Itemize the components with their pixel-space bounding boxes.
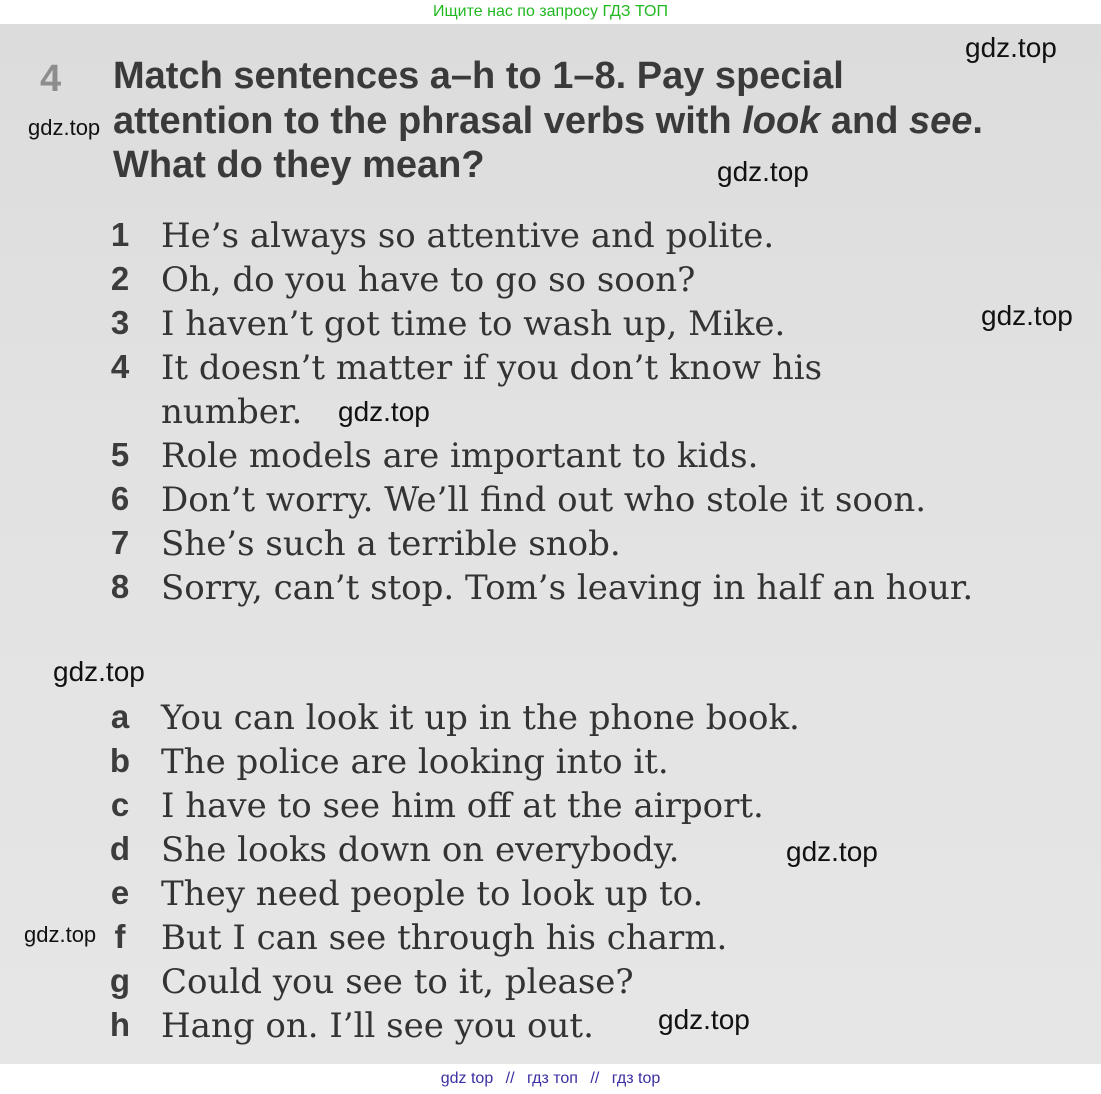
list-item [0, 784, 1101, 828]
watermark: gdz.top [717, 156, 809, 187]
item-number: 8 [110, 568, 130, 605]
item-number: 7 [110, 524, 130, 561]
watermark: gdz.top [338, 396, 430, 427]
item-number: 4 [110, 348, 130, 385]
item-text: Role models are important to kids. [161, 436, 759, 476]
item-text: I have to see him off at the airport. [161, 786, 764, 826]
instruction-keyword-look: look [742, 99, 821, 142]
footer-separator: // [505, 1070, 515, 1087]
item-number: 1 [110, 216, 130, 253]
list-item [0, 522, 1101, 566]
lettered-responses-list [0, 696, 1101, 1048]
footer-link[interactable]: гдз top [611, 1070, 661, 1087]
watermark: gdz.top [53, 656, 145, 687]
exercise-instruction [113, 54, 993, 188]
instruction-keyword-see: see [909, 99, 973, 142]
footer-link[interactable]: гдз топ [527, 1070, 578, 1087]
watermark: gdz.top [981, 300, 1073, 331]
instruction-text: . What do they mean? [113, 99, 983, 186]
item-text: It doesn’t matter if you don’t know his number. [161, 348, 823, 432]
watermark: gdz.top [28, 115, 101, 140]
item-text: She’s such a terrible snob. [161, 524, 621, 564]
watermark: gdz.top [658, 1004, 750, 1035]
item-text: He’s always so attentive and polite. [161, 216, 775, 256]
footer-link[interactable]: gdz top [440, 1070, 494, 1087]
list-item [0, 214, 1101, 258]
instruction-text: and [820, 99, 910, 142]
item-letter: b [109, 742, 131, 779]
list-item [0, 828, 1101, 872]
list-item [0, 434, 1101, 478]
exercise-number: 4 [40, 58, 62, 100]
top-banner [0, 0, 1101, 24]
item-text: The police are looking into it. [161, 742, 669, 782]
item-letter: c [110, 786, 130, 823]
item-letter: e [110, 874, 130, 911]
item-text: But I can see through his charm. [161, 918, 728, 958]
item-number: 5 [110, 436, 130, 473]
item-text: She looks down on everybody. [161, 830, 680, 870]
item-letter: g [109, 962, 131, 999]
item-letter: f [114, 918, 126, 955]
item-number: 2 [110, 260, 130, 297]
item-number: 3 [110, 304, 130, 341]
item-letter: a [110, 698, 130, 735]
watermark: gdz.top [786, 836, 878, 867]
item-text: Could you see to it, please? [161, 962, 634, 1002]
footer-links [0, 1064, 1101, 1094]
list-item [0, 258, 1101, 302]
list-item [0, 960, 1101, 1004]
watermark: gdz.top [965, 32, 1057, 63]
item-text: Oh, do you have to go so soon? [161, 260, 696, 300]
list-item [0, 346, 1101, 434]
item-text: Sorry, can’t stop. Tom’s leaving in half an hour. [161, 568, 974, 608]
textbook-page [0, 24, 1101, 1064]
banner-text: Ищите нас по запросу ГДЗ ТОП [433, 3, 668, 20]
instruction-text: Match sentences a–h to 1–8. Pay special attention to the phrasal verbs with [113, 55, 844, 142]
item-letter: d [109, 830, 131, 867]
list-item [0, 740, 1101, 784]
list-item [0, 566, 1101, 654]
list-item [0, 916, 1101, 960]
numbered-sentences-list [0, 214, 1101, 654]
item-text: I haven’t got time to wash up, Mike. [161, 304, 786, 344]
footer-separator: // [590, 1070, 600, 1087]
item-text: You can look it up in the phone book. [161, 698, 800, 738]
list-item [0, 1004, 1101, 1048]
list-item [0, 872, 1101, 916]
item-number: 6 [110, 480, 130, 517]
list-item [0, 696, 1101, 740]
watermark: gdz.top [24, 922, 97, 947]
item-letter: h [109, 1006, 131, 1043]
list-item [0, 478, 1101, 522]
item-text: Hang on. I’ll see you out. [161, 1006, 594, 1046]
item-text: They need people to look up to. [161, 874, 704, 914]
item-text: Don’t worry. We’ll find out who stole it soon. [161, 480, 927, 520]
list-item [0, 302, 1101, 346]
